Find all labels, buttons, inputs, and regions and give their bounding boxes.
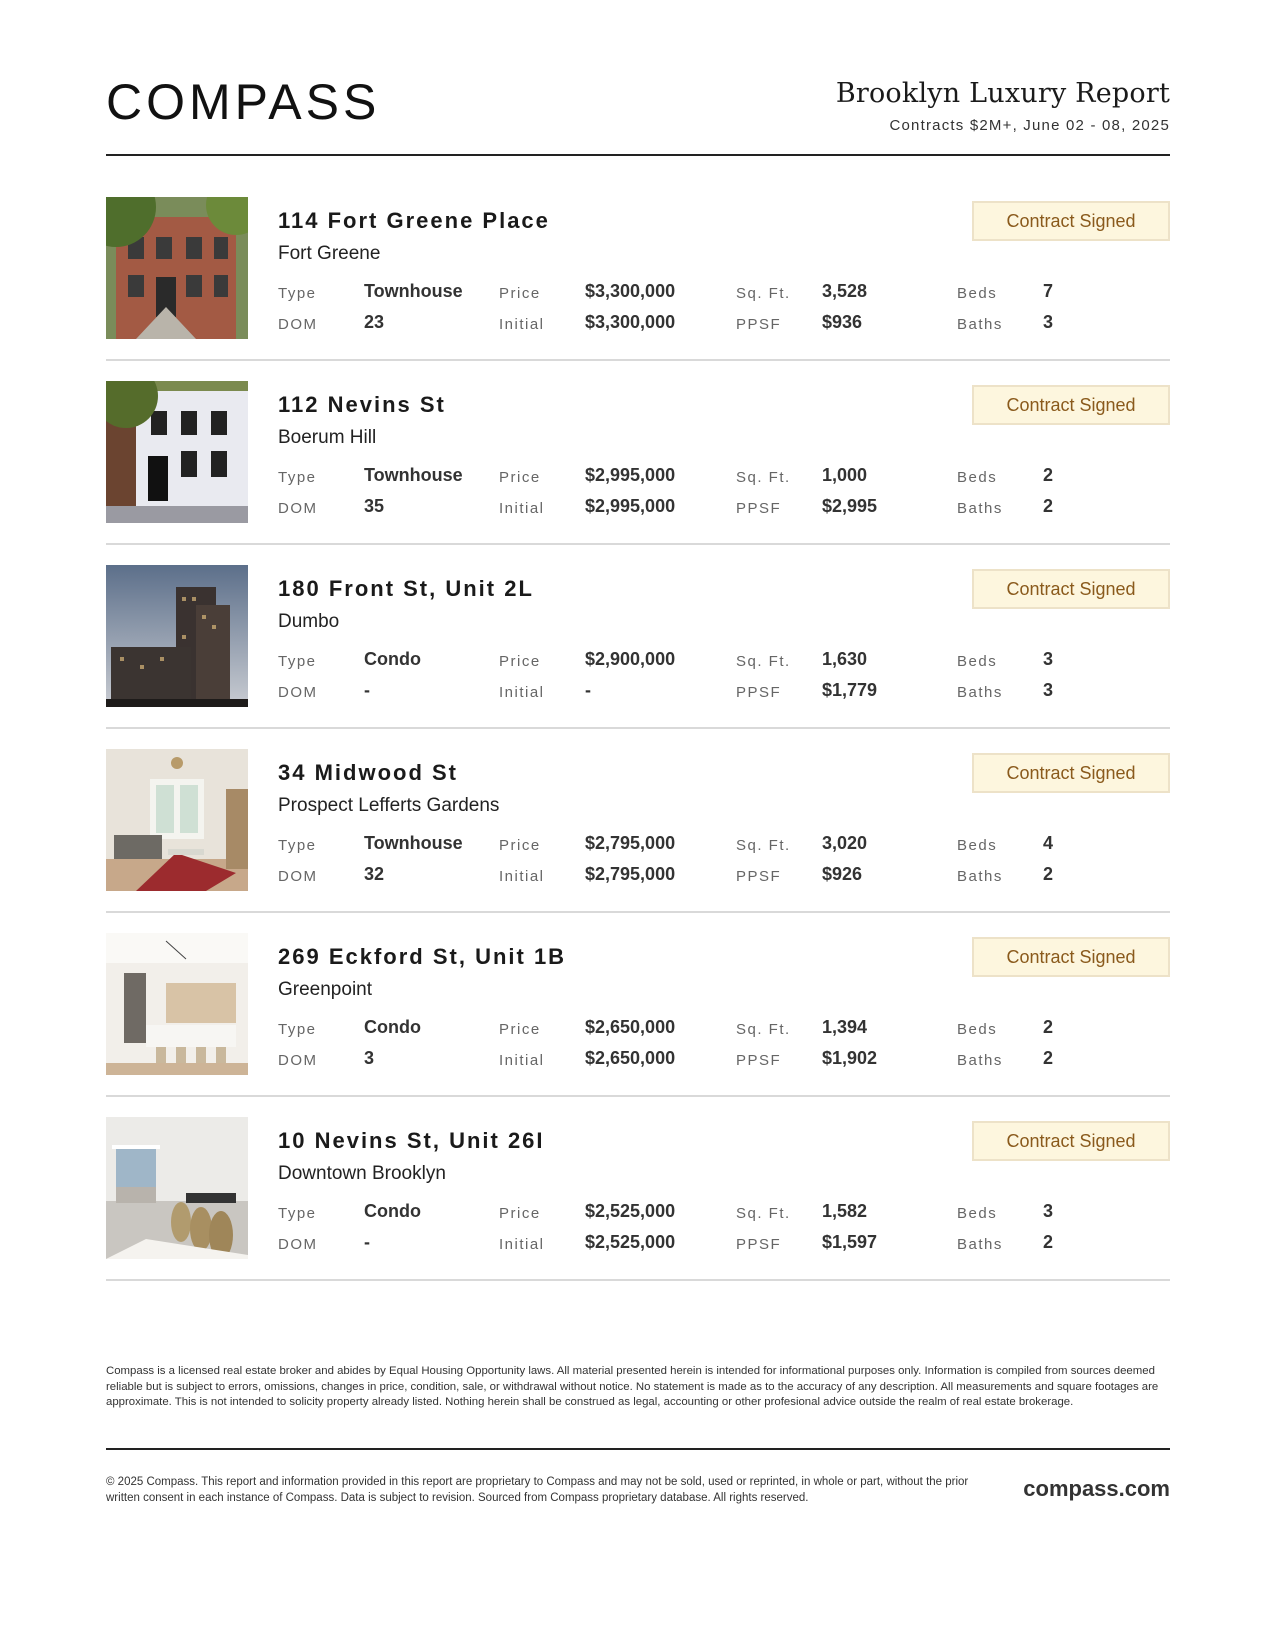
baths-label: Baths [957,500,1003,517]
listing-neighborhood: Greenpoint [278,979,373,1000]
baths-value: 3 [1043,680,1054,700]
type-label: Type [278,837,317,854]
baths-value: 3 [1043,312,1054,332]
beds-value: 2 [1043,1017,1054,1037]
beds-label: Beds [957,837,998,854]
report-header [106,72,1170,156]
initial-label: Initial [499,684,545,701]
status-badge: Contract Signed [972,1121,1170,1161]
type-value: Townhouse [364,833,463,853]
sqft-label: Sq. Ft. [736,1021,791,1038]
listing-neighborhood: Downtown Brooklyn [278,1163,446,1184]
type-label: Type [278,285,317,302]
footer-divider [106,1448,1170,1450]
initial-label: Initial [499,868,545,885]
type-value: Condo [364,1017,421,1037]
sqft-value: 1,000 [822,465,868,485]
beds-value: 2 [1043,465,1054,485]
brick-townhouse-photo[interactable] [106,197,248,339]
dom-label: DOM [278,1236,318,1253]
ppsf-label: PPSF [736,316,782,333]
sqft-value: 1,394 [822,1017,868,1037]
dining-room-photo[interactable] [106,1117,248,1259]
listing-item[interactable] [106,197,1170,361]
beds-label: Beds [957,1021,998,1038]
status-badge: Contract Signed [972,385,1170,425]
listing-stats-row-1 [278,281,1170,305]
dom-label: DOM [278,500,318,517]
beds-label: Beds [957,285,998,302]
listing-stats-row-2 [278,1232,1170,1256]
initial-label: Initial [499,500,545,517]
dom-label: DOM [278,868,318,885]
header-divider [106,154,1170,156]
sqft-label: Sq. Ft. [736,1205,791,1222]
dom-label: DOM [278,684,318,701]
price-label: Price [499,285,541,302]
dom-value: - [364,680,370,700]
sqft-value: 3,528 [822,281,868,301]
listing-stats-row-1 [278,833,1170,857]
listing-neighborhood: Fort Greene [278,243,381,264]
listing-item[interactable] [106,1117,1170,1281]
listing-neighborhood: Boerum Hill [278,427,377,448]
listing-stats-row-1 [278,649,1170,673]
status-badge: Contract Signed [972,569,1170,609]
price-value: $3,300,000 [585,281,676,301]
initial-value: $2,795,000 [585,864,676,884]
beds-label: Beds [957,1205,998,1222]
listing-address[interactable]: 34 Midwood St [278,760,458,785]
type-label: Type [278,1021,317,1038]
price-label: Price [499,469,541,486]
status-badge: Contract Signed [972,201,1170,241]
ppsf-value: $2,995 [822,496,878,516]
ppsf-value: $1,597 [822,1232,878,1252]
report-title: Brooklyn Luxury Report [835,78,1170,109]
price-label: Price [499,653,541,670]
living-room-photo[interactable] [106,749,248,891]
price-value: $2,525,000 [585,1201,676,1221]
beds-label: Beds [957,653,998,670]
listing-address[interactable]: 269 Eckford St, Unit 1B [278,944,567,969]
ppsf-label: PPSF [736,684,782,701]
baths-label: Baths [957,1052,1003,1069]
initial-label: Initial [499,1052,545,1069]
report-subtitle: Contracts $2M+, June 02 - 08, 2025 [889,117,1170,134]
initial-value: $2,650,000 [585,1048,676,1068]
tower-photo[interactable] [106,565,248,707]
listing-address[interactable]: 112 Nevins St [278,392,446,417]
listing-address[interactable]: 114 Fort Greene Place [278,208,550,233]
listing-stats-row-2 [278,680,1170,704]
svg-text:COMPASS: COMPASS [106,76,381,126]
listing-stats-row-1 [278,465,1170,489]
baths-label: Baths [957,684,1003,701]
status-badge: Contract Signed [972,753,1170,793]
listing-item[interactable] [106,565,1170,729]
dom-value: 3 [364,1048,375,1068]
compass-logo [106,76,406,126]
sqft-label: Sq. Ft. [736,837,791,854]
listing-stats-row-2 [278,864,1170,888]
ppsf-label: PPSF [736,1052,782,1069]
listing-item[interactable] [106,933,1170,1097]
type-value: Townhouse [364,465,463,485]
listing-address[interactable]: 10 Nevins St, Unit 26I [278,1128,545,1153]
dom-label: DOM [278,1052,318,1069]
beds-value: 4 [1043,833,1054,853]
price-value: $2,900,000 [585,649,676,669]
sqft-value: 1,630 [822,649,868,669]
baths-value: 2 [1043,496,1054,516]
white-townhouse-photo[interactable] [106,381,248,523]
sqft-label: Sq. Ft. [736,285,791,302]
type-label: Type [278,1205,317,1222]
ppsf-value: $1,779 [822,680,878,700]
initial-value: $3,300,000 [585,312,676,332]
baths-label: Baths [957,1236,1003,1253]
initial-value: - [585,680,591,700]
initial-label: Initial [499,1236,545,1253]
listing-neighborhood: Prospect Lefferts Gardens [278,795,500,816]
beds-value: 7 [1043,281,1054,301]
sqft-label: Sq. Ft. [736,469,791,486]
initial-label: Initial [499,316,545,333]
listing-address[interactable]: 180 Front St, Unit 2L [278,576,534,601]
sqft-value: 1,582 [822,1201,868,1221]
disclaimer-text: Compass is a licensed real estate broker and abides by Equal Housing Opportunity laws. All material presented herein is intended for informational purposes only. Information is compiled from sources deemed reliable but is subject to errors, omissions, changes in price, condition, sale, or withdrawal without notice. No statement is made as to the accuracy of any description. All measurements and square footages are approximate. This is not intended to solicity property already listed. Nothing herein shall be construed as legal, accounting or other profesional advice outside the realm of real estate brokerage. [106,1365,1159,1408]
dom-label: DOM [278,316,318,333]
type-value: Condo [364,649,421,669]
dom-value: 32 [364,864,385,884]
listing-stats-row-2 [278,1048,1170,1072]
ppsf-value: $926 [822,864,863,884]
listing-item[interactable] [106,381,1170,545]
price-value: $2,795,000 [585,833,676,853]
ppsf-value: $936 [822,312,863,332]
listing-stats-row-1 [278,1201,1170,1225]
compass-site-link[interactable]: compass.com [1023,1476,1170,1501]
baths-value: 2 [1043,864,1054,884]
ppsf-label: PPSF [736,1236,782,1253]
status-badge: Contract Signed [972,937,1170,977]
dom-value: 23 [364,312,385,332]
baths-label: Baths [957,316,1003,333]
copyright-text: © 2025 Compass. This report and information provided in this report are proprietary to Compass and may not be sold, used or reprinted, in whole or part, without the prior written consent in each instance of Compass. Data is subject to revision. Sourced from Compass proprietary database. All rights reserved. [106,1476,969,1504]
dom-value: - [364,1232,370,1252]
sqft-value: 3,020 [822,833,868,853]
price-label: Price [499,837,541,854]
listing-stats-row-2 [278,312,1170,336]
type-value: Condo [364,1201,421,1221]
type-value: Townhouse [364,281,463,301]
price-label: Price [499,1205,541,1222]
sqft-label: Sq. Ft. [736,653,791,670]
type-label: Type [278,653,317,670]
initial-value: $2,995,000 [585,496,676,516]
listing-stats-row-2 [278,496,1170,520]
ppsf-label: PPSF [736,868,782,885]
beds-value: 3 [1043,1201,1054,1221]
listing-neighborhood: Dumbo [278,611,340,632]
baths-value: 2 [1043,1232,1054,1252]
beds-label: Beds [957,469,998,486]
type-label: Type [278,469,317,486]
ppsf-value: $1,902 [822,1048,878,1068]
price-label: Price [499,1021,541,1038]
listing-item[interactable] [106,749,1170,913]
ppsf-label: PPSF [736,500,782,517]
listing-stats-row-1 [278,1017,1170,1041]
beds-value: 3 [1043,649,1054,669]
kitchen-photo[interactable] [106,933,248,1075]
baths-value: 2 [1043,1048,1054,1068]
price-value: $2,650,000 [585,1017,676,1037]
dom-value: 35 [364,496,385,516]
initial-value: $2,525,000 [585,1232,676,1252]
baths-label: Baths [957,868,1003,885]
price-value: $2,995,000 [585,465,676,485]
